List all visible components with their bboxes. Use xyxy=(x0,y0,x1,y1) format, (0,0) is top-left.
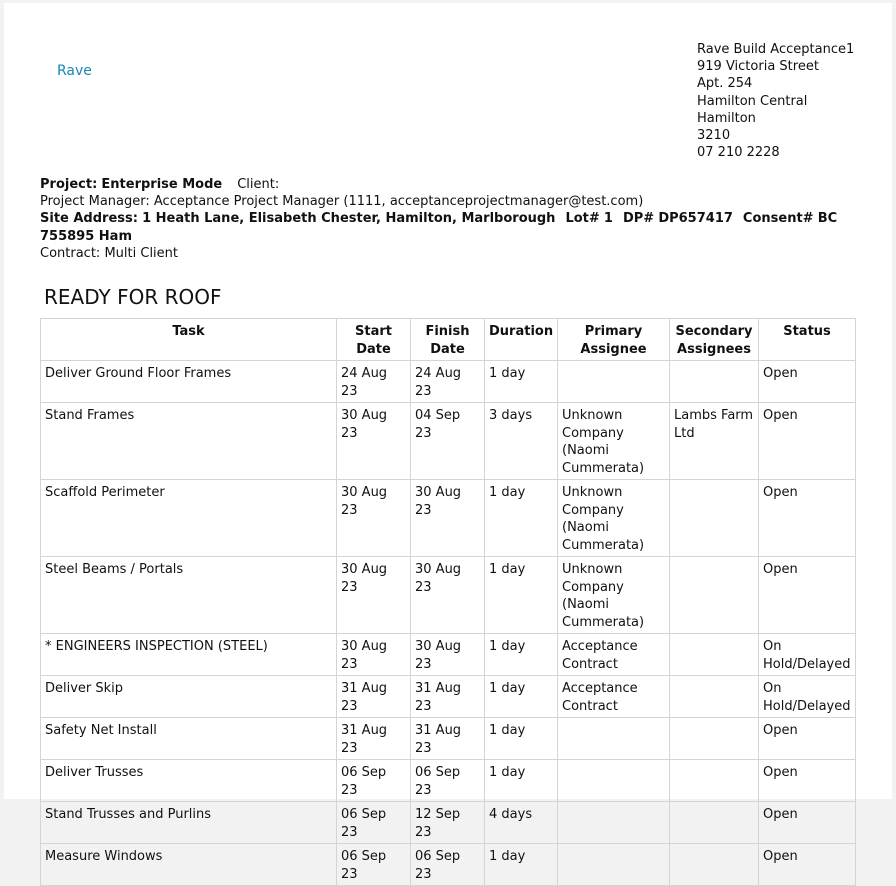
table-row xyxy=(41,480,856,557)
task-name: Scaffold Perimeter xyxy=(41,480,337,557)
task-primary-assignee xyxy=(558,844,670,886)
task-duration: 1 day xyxy=(485,557,558,634)
table-row xyxy=(41,557,856,634)
task-finish-date: 30 Aug 23 xyxy=(411,480,485,557)
task-status: Open xyxy=(759,361,856,403)
task-start-date: 30 Aug 23 xyxy=(337,634,411,676)
table-row xyxy=(41,718,856,760)
contract-label: Contract: xyxy=(40,245,101,261)
task-finish-date: 04 Sep 23 xyxy=(411,403,485,480)
task-secondary-assignees xyxy=(670,557,759,634)
site-address-line xyxy=(40,210,855,244)
task-status: Open xyxy=(759,557,856,634)
task-status: Open xyxy=(759,403,856,480)
table-row xyxy=(41,403,856,480)
client-label: Client: xyxy=(237,177,280,192)
manager-value: Acceptance Project Manager (1111, acceptanceprojectmanager@test.com) xyxy=(153,194,644,210)
task-name: Deliver Trusses xyxy=(41,760,337,802)
lot-value: 1 xyxy=(603,211,613,227)
task-secondary-assignees xyxy=(670,718,759,760)
manager-line xyxy=(40,193,855,210)
task-start-date: 06 Sep 23 xyxy=(337,760,411,802)
task-name: * ENGINEERS INSPECTION (STEEL) xyxy=(41,634,337,676)
task-secondary-assignees: Lambs Farm Ltd xyxy=(670,403,759,480)
task-status: Open xyxy=(759,760,856,802)
site-value: 1 Heath Lane, Elisabeth Chester, Hamilton, Marlborough xyxy=(142,211,556,227)
task-secondary-assignees xyxy=(670,802,759,844)
task-finish-date: 12 Sep 23 xyxy=(411,802,485,844)
task-secondary-assignees xyxy=(670,844,759,886)
task-status: Open xyxy=(759,802,856,844)
task-name: Deliver Skip xyxy=(41,676,337,718)
task-duration: 4 days xyxy=(485,802,558,844)
col-header-duration: Duration xyxy=(485,319,558,361)
table-row xyxy=(41,802,856,844)
task-start-date: 30 Aug 23 xyxy=(337,403,411,480)
company-street: 919 Victoria Street xyxy=(697,59,819,75)
task-primary-assignee: Acceptance Contract xyxy=(558,634,670,676)
table-header-row xyxy=(41,319,856,361)
site-label: Site Address: xyxy=(40,211,138,227)
section-title: READY FOR ROOF xyxy=(44,285,222,309)
task-name: Stand Trusses and Purlins xyxy=(41,802,337,844)
table-row xyxy=(41,361,856,403)
task-start-date: 30 Aug 23 xyxy=(337,557,411,634)
task-start-date: 31 Aug 23 xyxy=(337,676,411,718)
lot-label: Lot# xyxy=(565,211,600,227)
task-duration: 1 day xyxy=(485,480,558,557)
task-secondary-assignees xyxy=(670,634,759,676)
task-finish-date: 24 Aug 23 xyxy=(411,361,485,403)
task-table xyxy=(40,318,856,886)
task-status: Open xyxy=(759,480,856,557)
task-primary-assignee xyxy=(558,760,670,802)
task-start-date: 24 Aug 23 xyxy=(337,361,411,403)
company-apt: Apt. 254 xyxy=(697,76,753,92)
table-row xyxy=(41,634,856,676)
task-finish-date: 31 Aug 23 xyxy=(411,718,485,760)
task-name: Stand Frames xyxy=(41,403,337,480)
col-header-task: Task xyxy=(41,319,337,361)
task-primary-assignee xyxy=(558,718,670,760)
task-finish-date: 06 Sep 23 xyxy=(411,844,485,886)
consent-label: Consent# xyxy=(742,211,814,227)
col-header-status: Status xyxy=(759,319,856,361)
company-phone: 07 210 2228 xyxy=(697,145,780,161)
dp-value: DP657417 xyxy=(658,211,733,227)
task-primary-assignee: Unknown Company (Naomi Cummerata) xyxy=(558,403,670,480)
task-duration: 3 days xyxy=(485,403,558,480)
task-status: Open xyxy=(759,718,856,760)
table-row xyxy=(41,760,856,802)
company-name: Rave Build Acceptance1 xyxy=(697,42,855,57)
task-duration: 1 day xyxy=(485,760,558,802)
task-secondary-assignees xyxy=(670,760,759,802)
task-primary-assignee xyxy=(558,802,670,844)
table-row xyxy=(41,676,856,718)
task-duration: 1 day xyxy=(485,361,558,403)
task-primary-assignee: Acceptance Contract xyxy=(558,676,670,718)
task-primary-assignee xyxy=(558,361,670,403)
project-label: Project: xyxy=(40,177,98,192)
task-start-date: 06 Sep 23 xyxy=(337,802,411,844)
project-line xyxy=(40,176,855,193)
col-header-primary-assignee: Primary Assignee xyxy=(558,319,670,361)
task-name: Deliver Ground Floor Frames xyxy=(41,361,337,403)
company-suburb: Hamilton Central xyxy=(697,93,808,109)
company-postcode: 3210 xyxy=(697,128,731,144)
task-duration: 1 day xyxy=(485,634,558,676)
task-name: Safety Net Install xyxy=(41,718,337,760)
report-page xyxy=(4,3,892,882)
task-start-date: 30 Aug 23 xyxy=(337,480,411,557)
task-start-date: 31 Aug 23 xyxy=(337,718,411,760)
task-status: On Hold/Delayed xyxy=(759,634,856,676)
task-duration: 1 day xyxy=(485,718,558,760)
task-finish-date: 06 Sep 23 xyxy=(411,760,485,802)
task-name: Steel Beams / Portals xyxy=(41,557,337,634)
task-name: Measure Windows xyxy=(41,844,337,886)
task-finish-date: 31 Aug 23 xyxy=(411,676,485,718)
task-status: Open xyxy=(759,844,856,886)
company-address-block xyxy=(697,41,854,161)
task-finish-date: 30 Aug 23 xyxy=(411,557,485,634)
company-logo-link[interactable]: Rave xyxy=(57,63,92,79)
task-secondary-assignees xyxy=(670,676,759,718)
dp-label: DP# xyxy=(622,211,655,227)
task-start-date: 06 Sep 23 xyxy=(337,844,411,886)
task-duration: 1 day xyxy=(485,676,558,718)
company-city: Hamilton xyxy=(697,110,756,126)
task-secondary-assignees xyxy=(670,480,759,557)
contract-line xyxy=(40,245,855,262)
task-primary-assignee: Unknown Company (Naomi Cummerata) xyxy=(558,480,670,557)
col-header-secondary-assignees: Secondary Assignees xyxy=(670,319,759,361)
col-header-start-date: Start Date xyxy=(337,319,411,361)
task-secondary-assignees xyxy=(670,361,759,403)
col-header-finish-date: Finish Date xyxy=(411,319,485,361)
task-finish-date: 30 Aug 23 xyxy=(411,634,485,676)
contract-value: Multi Client xyxy=(104,245,178,261)
manager-label: Project Manager: xyxy=(40,194,150,210)
task-primary-assignee: Unknown Company (Naomi Cummerata) xyxy=(558,557,670,634)
project-name: Enterprise Mode xyxy=(101,177,223,192)
consent-value: BC 755895 Ham xyxy=(40,211,838,244)
project-details xyxy=(40,176,855,262)
table-row xyxy=(41,844,856,886)
task-status: On Hold/Delayed xyxy=(759,676,856,718)
task-duration: 1 day xyxy=(485,844,558,886)
